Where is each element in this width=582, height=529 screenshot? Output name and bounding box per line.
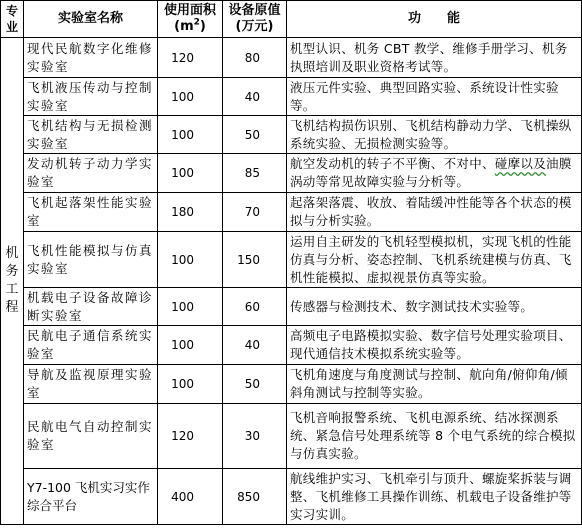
value-cell: 70	[223, 193, 287, 232]
value-cell: 150	[223, 232, 287, 288]
value-cell: 80	[223, 38, 287, 78]
header-area	[158, 1, 223, 38]
header-area-unit-pre: (m	[174, 19, 194, 34]
value-cell: 850	[223, 469, 287, 525]
area-cell: 120	[158, 404, 223, 469]
area-cell: 180	[158, 193, 223, 232]
header-value	[223, 1, 287, 38]
header-area-line1: 使用面积	[163, 3, 216, 18]
function-cell: 运用自主研发的飞机轻型模拟机，实现飞机的性能仿真与分析、姿态控制、飞机系统建模与仿真、飞机性能模拟、虚拟视景仿真等实验。	[287, 232, 582, 288]
area-cell: 100	[158, 116, 223, 154]
area-cell: 100	[158, 78, 223, 116]
header-value-line1: 设备原值	[228, 3, 281, 18]
table-row	[1, 232, 582, 288]
area-cell: 100	[158, 288, 223, 326]
lab-name-cell: 导航及监视原理实验室	[24, 365, 158, 404]
lab-name-cell: 飞机液压传动与控制实验室	[24, 78, 158, 116]
lab-name-cell: 现代民航数字化维修实验室	[24, 38, 158, 78]
function-text-marked: 碰摩以及	[494, 156, 547, 171]
function-cell: 飞机音响报警系统、飞机电源系统、结冰探测系统、紧急信号处理系统等 8 个电气系统的综合模拟与仿真实验。	[287, 404, 582, 469]
header-area-unit	[161, 19, 219, 35]
table-row	[1, 154, 582, 193]
function-text: 航空发动机的转子不平衡、不对中、	[290, 156, 495, 171]
value-cell: 40	[223, 326, 287, 365]
table-row	[1, 288, 582, 326]
area-cell: 100	[158, 154, 223, 193]
value-cell: 50	[223, 365, 287, 404]
value-cell: 85	[223, 154, 287, 193]
lab-name-cell: 飞机起落架性能实验室	[24, 193, 158, 232]
lab-name-cell: 机载电子设备故障诊断实验室	[24, 288, 158, 326]
lab-name-cell: Y7-100 飞机实习实作综合平台	[24, 469, 158, 525]
major-label: 机务工程	[5, 246, 19, 315]
header-area-unit-sup: 2	[193, 17, 200, 28]
function-cell: 飞机结构损伤识别、飞机结构静动力学、飞机操纵系统实验、无损检测实验等。	[287, 116, 582, 154]
header-area-unit-post: )	[199, 19, 206, 34]
header-function: 功 能	[287, 1, 582, 38]
area-cell: 400	[158, 469, 223, 525]
lab-name-cell: 民航电子通信系统实验室	[24, 326, 158, 365]
lab-name-cell: 民航电气自动控制实验室	[24, 404, 158, 469]
header-lab-name: 实验室名称	[24, 1, 158, 38]
table-row	[1, 116, 582, 154]
header-major: 专业	[1, 1, 24, 38]
function-cell: 起落架落震、收放、着陆缓冲性能等各个状态的模拟与分析实验。	[287, 193, 582, 232]
value-cell: 30	[223, 404, 287, 469]
function-cell: 机型认识、机务 CBT 教学、维修手册学习、机务执照培训及职业资格考试等。	[287, 38, 582, 78]
area-cell: 100	[158, 232, 223, 288]
function-cell: 飞机角速度与角度测试与控制、航向角/俯仰角/倾斜角测试与控制等实验。	[287, 365, 582, 404]
lab-name-cell: 飞机结构与无损检测实验室	[24, 116, 158, 154]
lab-name-cell: 飞机性能模拟与仿真实验室	[24, 232, 158, 288]
lab-name-cell: 发动机转子动力学实验室	[24, 154, 158, 193]
function-cell: 高频电子电路模拟实验、数字信号处理实验项目、现代通信技术模拟系统实验等。	[287, 326, 582, 365]
function-cell: 传感器与检测技术、数字测试技术实验等。	[287, 288, 582, 326]
function-cell: 液压元件实验、典型回路实验、系统设计性实验等。	[287, 78, 582, 116]
major-cell	[1, 38, 24, 525]
value-cell: 40	[223, 78, 287, 116]
area-cell: 100	[158, 365, 223, 404]
function-cell: 航线维护实习、飞机牵引与顶升、螺旋桨拆装与调整、飞机维修工具操作训练、机载电子设备维护等实习实训。	[287, 469, 582, 525]
table-row	[1, 404, 582, 469]
header-row	[1, 1, 582, 38]
value-cell: 60	[223, 288, 287, 326]
value-cell: 50	[223, 116, 287, 154]
function-cell	[287, 154, 582, 193]
area-cell: 100	[158, 326, 223, 365]
area-cell: 120	[158, 38, 223, 78]
header-value-line2: (万元)	[235, 19, 274, 34]
table-row	[1, 193, 582, 232]
table-row	[1, 78, 582, 116]
function-text: 油膜涡动等常见故障实验与分析等。	[290, 156, 572, 189]
table-row	[1, 326, 582, 365]
table-row	[1, 38, 582, 78]
table-row	[1, 365, 582, 404]
table-row	[1, 469, 582, 525]
